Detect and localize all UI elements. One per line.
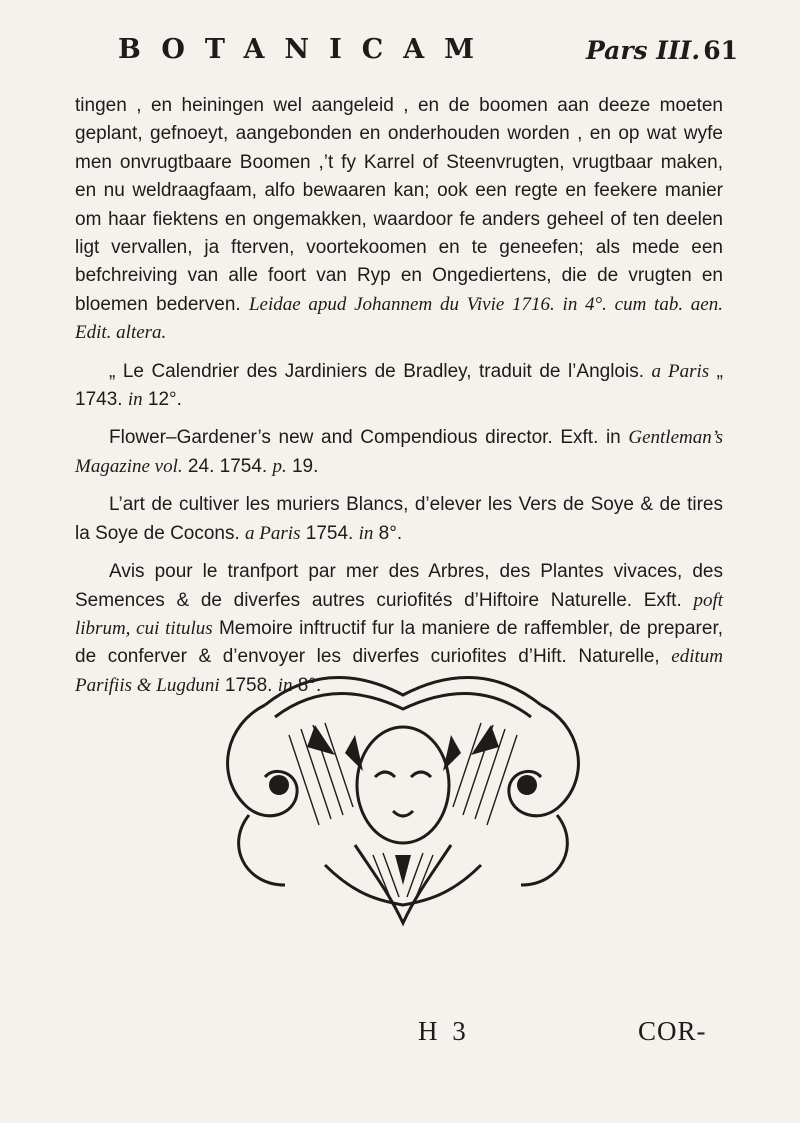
text-segment: L’art de cultiver les muriers Blancs, d’elever les Vers de Soye & de tires la Soye de Cocons. — [75, 494, 723, 544]
text-segment: „ 1743. — [75, 360, 723, 411]
catchword: COR- — [638, 1016, 707, 1046]
signature-mark: H 3 — [418, 1016, 470, 1046]
part-label: Pars III. — [586, 36, 701, 65]
text-segment: 8°. — [292, 674, 322, 696]
text-segment: 24. 1754. — [182, 455, 273, 477]
paragraph — [75, 358, 723, 415]
italic-text: in — [358, 522, 374, 544]
paragraph — [75, 491, 723, 548]
running-header — [118, 34, 738, 74]
italic-text: in — [127, 389, 143, 411]
text-segment: 8°. — [373, 522, 403, 544]
text-segment: Avis pour le tranfport par mer des Arbres, des Plantes vivaces, des Semences & de diverfes autres curiofités d’Hiftoire Naturelle. Exft. — [75, 561, 723, 611]
italic-text: a Paris — [651, 360, 710, 382]
italic-text: editum Parifiis & Lugduni — [75, 646, 723, 696]
body-text — [75, 92, 723, 710]
text-segment: Flower–Gardener’s new and Compendious director. Exft. in — [109, 427, 629, 449]
italic-text: poft librum, cui titulus — [75, 589, 723, 639]
text-segment: 19. — [286, 455, 319, 477]
italic-text: a Paris — [245, 522, 301, 544]
italic-text: Gentleman’s Magazine vol. — [75, 427, 723, 477]
text-segment: 1754. — [300, 522, 359, 544]
paragraph — [75, 424, 723, 481]
italic-text: Leidae apud Johannem du Vivie 1716. in 4°. cum tab. aen. Edit. altera. — [75, 293, 723, 344]
text-segment: 12°. — [142, 389, 182, 411]
running-title: BOTANICAM — [118, 34, 495, 65]
italic-text: p. — [272, 455, 287, 477]
page-number: 61 — [703, 36, 738, 65]
italic-text: in — [277, 674, 293, 696]
text-segment: tingen , en heiningen wel aangeleid , en de boomen aan deeze moeten geplant, gefnoeyt, aangebonden en onderhouden worden , en op wat wyfe men onvrugtbaare Boomen ,’t fy Karrel of Steenvrugten, vrugtbaar maken, en nu weldraagfaam, alfo bewaaren kan; ook een regte en feekere manier om haar fiektens en ongemakken, waardoor fe anders geheel of ten deelen ligt vervallen, ja fterven, voortekoomen en te geneefen; als mede een befchreiving van alle foort van Ryp en Ongediertens, die de vrugten en bloemen bederven. — [75, 95, 723, 315]
text-segment: „ Le Calendrier des Jardiniers de Bradley, traduit de l’Anglois. — [109, 360, 652, 382]
text-segment: Memoire inftructif fur la maniere de raffembler, de preparer, de conferver & d’envoyer les diverfes curiofites d’Hift. Naturelle, — [75, 617, 723, 668]
text-segment: 1758. — [219, 674, 278, 696]
paragraph — [75, 92, 723, 348]
ornament-icon — [205, 665, 601, 927]
